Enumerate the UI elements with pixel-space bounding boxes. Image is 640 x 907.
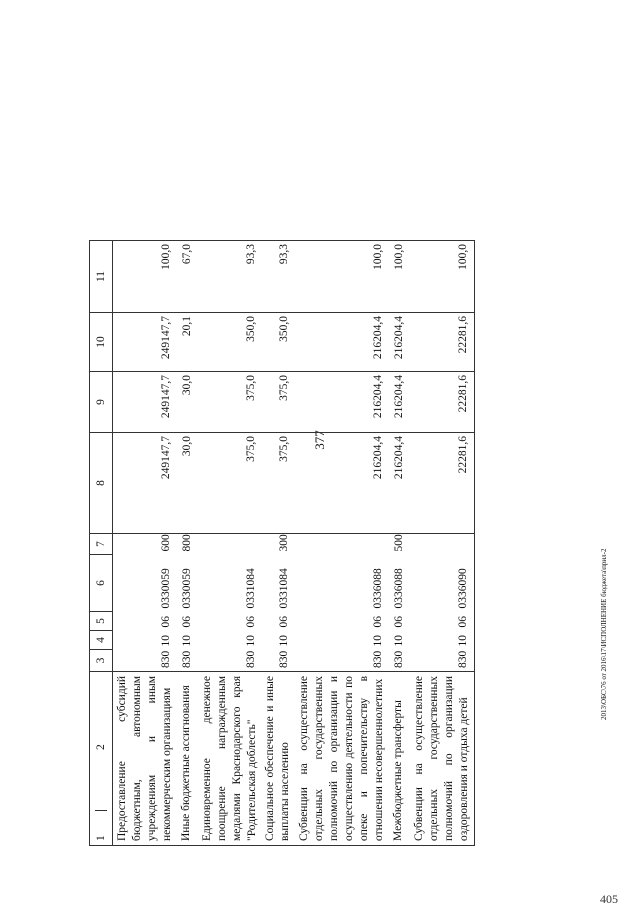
row-col-7 (295, 534, 389, 555)
table-row (113, 241, 177, 846)
table-row (177, 241, 198, 846)
row-col-9: 375,0 (198, 372, 262, 433)
row-name: Субвенции на осуществление отдельных государственных полномочий по организации оздоровления и отдыха детей (410, 672, 474, 846)
row-col-7 (198, 534, 262, 555)
row-col-4: 10 (392, 635, 405, 647)
row-col-7 (410, 534, 474, 555)
row-col-5: 06 (372, 616, 384, 628)
header-col-5: 5 (90, 612, 113, 631)
row-name: Иные бюджетные ассигнования (177, 672, 198, 846)
table-row (410, 241, 474, 846)
row-col-4: 10 (372, 635, 384, 647)
row-col-7: 800 (177, 534, 198, 555)
row-col-8: 249147,7 (113, 433, 177, 534)
row-col-11: 100,0 (389, 241, 410, 313)
row-col-10: 350,0 (198, 313, 262, 372)
row-name: Социальное обеспечение и иные выплаты населению (261, 672, 295, 846)
row-col-4: 10 (410, 631, 474, 650)
row-col-11: 100,0 (410, 241, 474, 313)
row-col-3: 830 (261, 650, 295, 672)
footer-file-path: 2013\ОБС\76 от 2016\17\ИСПОЛНЕНИЕ бюджета\прил-2 (600, 548, 608, 720)
header-col-8: 8 (90, 433, 113, 534)
header-col-6: 6 (90, 555, 113, 612)
row-col-3: 830 (410, 650, 474, 672)
budget-table-sheet (89, 241, 566, 846)
row-col-10: 20,1 (177, 313, 198, 372)
row-col-6: 0330059 (159, 568, 172, 609)
row-col-4: 10 (278, 635, 291, 647)
table-row (198, 241, 262, 846)
row-col-5: 06 (159, 616, 172, 628)
row-col-5: 06 (392, 616, 405, 628)
row-col-5: 06 (244, 616, 257, 628)
row-col-6: 0331084 (278, 568, 291, 609)
row-col-3: 830 (113, 650, 177, 672)
row-col-9: 375,0 (261, 372, 295, 433)
page-number-text: 377 (312, 430, 327, 450)
table-row (295, 241, 389, 846)
row-col-6: 0336088 (392, 568, 405, 609)
table-body (113, 241, 475, 846)
row-col-10: 350,0 (261, 313, 295, 372)
row-col-9: 30,0 (177, 372, 198, 433)
row-col-9: 216204,4 (389, 372, 410, 433)
row-col-11: 100,0 (295, 241, 389, 313)
row-col-6: 0330059 (180, 568, 193, 609)
row-col-8: 30,0 (177, 433, 198, 534)
row-col-3: 830 (295, 650, 389, 672)
table-row (389, 241, 410, 846)
row-col-4: 10 (244, 635, 257, 647)
row-col-3: 830 (177, 650, 198, 672)
row-col-8: 375,0 (261, 433, 295, 534)
header-col-1: 1 (95, 810, 107, 841)
row-name: Субвенции на осуществление отдельных государственных полномочий по организации и осуществлению деятельности по опеке и попечительству в отношении несовершеннолетних (295, 672, 389, 846)
row-col-4: 10 (159, 635, 172, 647)
row-col-9: 249147,7 (113, 372, 177, 433)
row-col-6: 0331084 (244, 568, 257, 609)
row-name: Единовременное денежное поощрение награжденным медалями Краснодарского края "Родительская доблесть" (198, 672, 262, 846)
row-col-8: 22281,6 (410, 433, 474, 534)
header-col-3: 3 (90, 650, 113, 672)
row-name: Межбюджетные трансферты (389, 672, 410, 846)
row-col-10: 249147,7 (113, 313, 177, 372)
row-col-5: 06 (180, 616, 193, 628)
header-col-11: 11 (90, 241, 113, 313)
row-col-7: 300 (261, 534, 295, 555)
row-col-10: 216204,4 (389, 313, 410, 372)
corner-page-number: 405 (600, 892, 618, 906)
row-col-9: 216204,4 (295, 372, 389, 433)
header-col-10: 10 (90, 313, 113, 372)
row-col-11: 93,3 (198, 241, 262, 313)
row-col-10: 216204,4 (295, 313, 389, 372)
row-col-11: 93,3 (261, 241, 295, 313)
row-col-7: 600 (113, 534, 177, 555)
row-col-11: 100,0 (113, 241, 177, 313)
row-col-4: 10 (180, 635, 193, 647)
row-col-11: 67,0 (177, 241, 198, 313)
row-col-8: 216204,4 (295, 433, 389, 534)
row-col-5: 06 (278, 616, 291, 628)
row-col-3: 830 (198, 650, 262, 672)
header-col-7: 7 (90, 534, 113, 555)
row-col-6: 0336090 (410, 555, 474, 612)
header-col-9: 9 (90, 372, 113, 433)
table-row (261, 241, 295, 846)
header-col-4: 4 (90, 631, 113, 650)
header-col-1-2 (90, 672, 113, 846)
budget-execution-table (89, 240, 475, 846)
row-col-8: 375,0 (198, 433, 262, 534)
row-name: Предоставление субсидий бюджетным, автономным учреждениям и иным некоммерческим организациям (113, 672, 177, 846)
row-col-6: 0336088 (372, 568, 384, 609)
row-col-10: 22281,6 (410, 313, 474, 372)
row-col-3: 830 (389, 650, 410, 672)
row-col-5: 06 (410, 612, 474, 631)
header-col-2: 2 (95, 744, 107, 750)
table-header-row (90, 241, 113, 846)
row-col-9: 22281,6 (410, 372, 474, 433)
row-col-8: 216204,4 (389, 433, 410, 534)
row-col-7: 500 (389, 534, 410, 555)
